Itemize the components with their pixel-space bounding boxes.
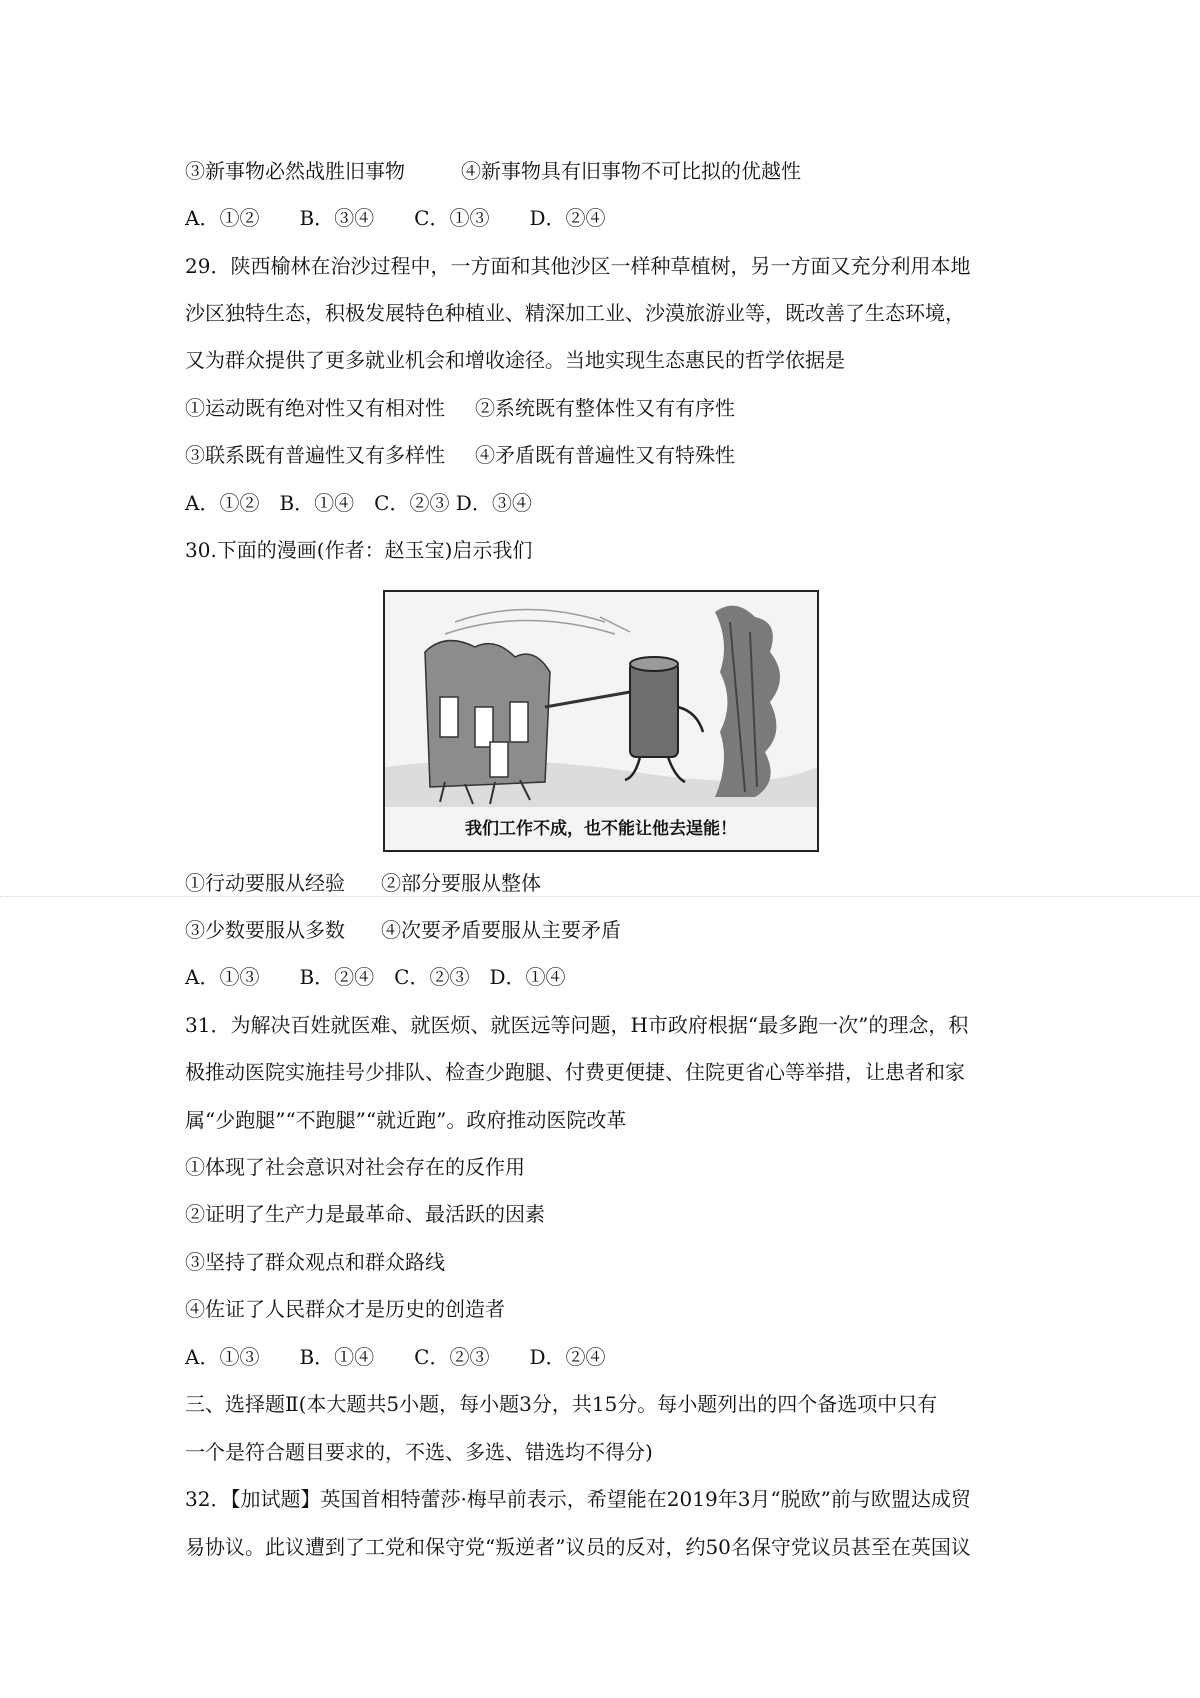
question-29-text: 29．陕西榆林在治沙过程中，一方面和其他沙区一样种草植树，另一方面又充分利用本地 bbox=[185, 254, 971, 278]
option-2: ②证明了生产力是最革命、最活跃的因素 bbox=[185, 1202, 545, 1226]
section-heading: 三、选择题Ⅱ(本大题共5小题，每小题3分，共15分。每小题列出的四个备选项中只有 bbox=[185, 1392, 938, 1416]
option-3: ③新事物必然战胜旧事物 bbox=[185, 159, 405, 183]
cartoon-drawing bbox=[385, 592, 817, 850]
option-3: ③坚持了群众观点和群众路线 bbox=[185, 1250, 445, 1274]
option-2: ②系统既有整体性又有有序性 bbox=[475, 396, 735, 420]
page-fold-divider bbox=[0, 896, 1200, 897]
answer-choices: A．①③ B．①④ C．②③ D．②④ bbox=[185, 1345, 606, 1369]
question-30-text: 30.下面的漫画(作者：赵玉宝)启示我们 bbox=[185, 538, 533, 562]
question-31-text: 31．为解决百姓就医难、就医烦、就医远等问题，H市政府根据“最多跑一次”的理念，积 bbox=[185, 1013, 969, 1037]
question-31-text: 属“少跑腿”“不跑腿”“就近跑”。政府推动医院改革 bbox=[185, 1108, 627, 1132]
option-4: ④新事物具有旧事物不可比拟的优越性 bbox=[461, 159, 801, 183]
option-row bbox=[185, 441, 1035, 469]
option-4: ④矛盾既有普遍性又有特殊性 bbox=[475, 443, 735, 467]
option-4: ④佐证了人民群众才是历史的创造者 bbox=[185, 1297, 505, 1321]
cartoon-caption: 我们工作不成，也不能让他去逞能！ bbox=[465, 819, 737, 839]
option-1: ①体现了社会意识对社会存在的反作用 bbox=[185, 1155, 525, 1179]
section-heading: 一个是符合题目要求的，不选、多选、错选均不得分) bbox=[185, 1440, 653, 1464]
question-32-text: 易协议。此议遭到了工党和保守党“叛逆者”议员的反对，约50名保守党议员甚至在英国议 bbox=[185, 1535, 971, 1559]
option-row bbox=[185, 394, 1035, 422]
option-row bbox=[185, 916, 1035, 944]
option-3: ③少数要服从多数 bbox=[185, 918, 345, 942]
answer-choices: A．①③ B．②④ C．②③ D．①④ bbox=[185, 965, 566, 989]
question-32-text: 32．【加试题】英国首相特蕾莎·梅早前表示，希望能在2019年3月“脱欧”前与欧盟达成贸 bbox=[185, 1487, 971, 1511]
answer-choices: A．①② B．①④ C．②③ D．③④ bbox=[185, 491, 532, 515]
answer-choices: A．①② B．③④ C．①③ D．②④ bbox=[185, 206, 606, 230]
question-31-text: 极推动医院实施挂号少排队、检查少跑腿、付费更便捷、住院更省心等举措，让患者和家 bbox=[185, 1060, 965, 1084]
option-2: ②部分要服从整体 bbox=[381, 871, 541, 895]
option-row bbox=[185, 869, 1035, 897]
option-3: ③联系既有普遍性又有多样性 bbox=[185, 443, 445, 467]
question-29-text: 又为群众提供了更多就业机会和增收途径。当地实现生态惠民的哲学依据是 bbox=[185, 348, 845, 372]
cartoon-image bbox=[383, 590, 819, 852]
option-1: ①运动既有绝对性又有相对性 bbox=[185, 396, 445, 420]
option-row bbox=[185, 157, 1035, 185]
option-4: ④次要矛盾要服从主要矛盾 bbox=[381, 918, 621, 942]
question-29-text: 沙区独特生态，积极发展特色种植业、精深加工业、沙漠旅游业等，既改善了生态环境， bbox=[185, 301, 965, 325]
option-1: ①行动要服从经验 bbox=[185, 871, 345, 895]
